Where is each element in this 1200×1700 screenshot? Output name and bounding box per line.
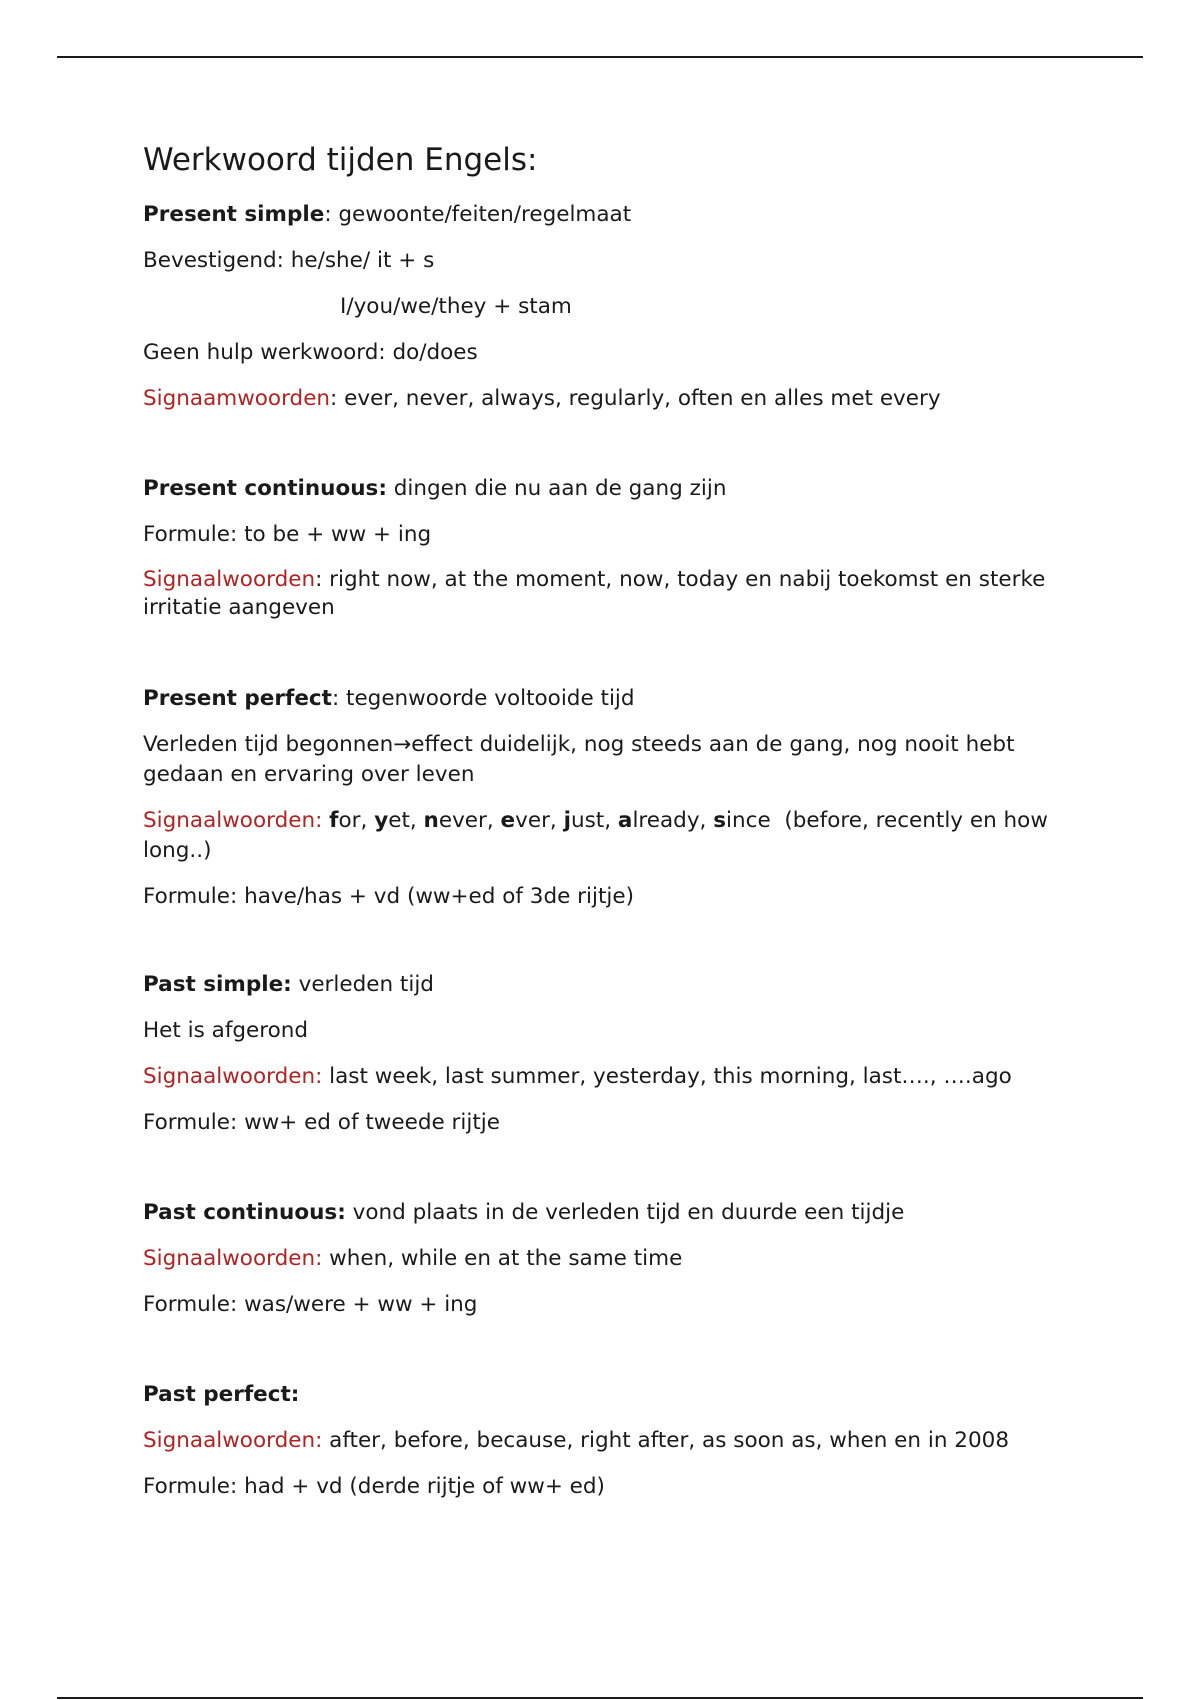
present-simple-heading: Present simple — [143, 202, 325, 227]
past-perfect-heading: Past perfect: — [143, 1382, 300, 1407]
top-rule — [57, 56, 1143, 58]
past-perfect-formula: Formule: had + vd (derde rijtje of ww+ ed) — [143, 1474, 605, 1499]
section-past-simple — [143, 970, 1063, 1138]
past-simple-heading-line — [143, 970, 1063, 1000]
present-continuous-signal-line — [143, 566, 1063, 622]
signal-word-ever: ever, — [500, 808, 564, 833]
past-continuous-formula: Formule: was/were + ww + ing — [143, 1292, 478, 1317]
past-simple-signal-line — [143, 1062, 1063, 1092]
signal-word-never: never, — [423, 808, 501, 833]
present-simple-affirmative: Bevestigend: he/she/ it + s — [143, 248, 435, 273]
document-body — [143, 140, 1063, 1502]
past-simple-note: Het is afgerond — [143, 1018, 309, 1043]
past-perfect-heading-line — [143, 1380, 1063, 1410]
signal-label: Signaalwoorden: — [143, 1064, 323, 1089]
signal-word-yet: yet, — [374, 808, 424, 833]
present-simple-affirmative-2: I/you/we/they + stam — [340, 294, 572, 319]
signal-word-already: already, — [617, 808, 714, 833]
present-continuous-formula: Formule: to be + ww + ing — [143, 522, 432, 547]
past-continuous-description: vond plaats in de verleden tijd en duurde een tijdje — [345, 1200, 905, 1225]
signal-extra: (before, recently en how long..) — [143, 808, 1055, 863]
signal-label: Signaalwoorden: — [143, 1246, 323, 1271]
signal-label: Signaalwoorden — [143, 567, 316, 592]
present-simple-signal-line — [143, 384, 1063, 414]
present-perfect-formula: Formule: have/has + vd (ww+ed of 3de rijtje) — [143, 884, 634, 909]
signal-label: Signaalwoorden: — [143, 1428, 323, 1453]
bottom-rule — [57, 1697, 1143, 1699]
section-present-simple — [143, 200, 1063, 414]
section-present-continuous — [143, 474, 1063, 622]
past-simple-heading: Past simple: — [143, 972, 292, 997]
present-simple-description: : gewoonte/feiten/regelmaat — [324, 202, 632, 227]
section-past-perfect — [143, 1380, 1063, 1502]
past-continuous-heading: Past continuous: — [143, 1200, 346, 1225]
present-continuous-heading-line — [143, 474, 1063, 504]
signal-text: last week, last summer, yesterday, this morning, last…., ….ago — [322, 1064, 1012, 1089]
signal-label: Signaalwoorden: — [143, 808, 323, 833]
present-perfect-description: : tegenwoorde voltooide tijd — [331, 686, 635, 711]
present-perfect-signal-line — [143, 806, 1063, 866]
past-continuous-heading-line — [143, 1198, 1063, 1228]
present-perfect-heading: Present perfect — [143, 686, 332, 711]
present-simple-heading-line — [143, 200, 1063, 230]
signal-text: : right now, at the moment, now, today en nabij toekomst en sterke irritatie aangeven — [143, 567, 1046, 620]
page-title: Werkwoord tijden Engels: — [143, 142, 538, 178]
present-continuous-heading: Present continuous: — [143, 476, 387, 501]
past-simple-formula: Formule: ww+ ed of tweede rijtje — [143, 1110, 500, 1135]
signal-word-since: since — [713, 808, 771, 833]
signal-label: Signaamwoorden — [143, 386, 331, 411]
signal-word-for: for, — [329, 808, 375, 833]
present-simple-helper: Geen hulp werkwoord: do/does — [143, 340, 478, 365]
signal-text: after, before, because, right after, as soon as, when en in 2008 — [322, 1428, 1009, 1453]
present-perfect-heading-line — [143, 684, 1063, 714]
past-simple-description: verleden tijd — [291, 972, 434, 997]
section-past-continuous — [143, 1198, 1063, 1320]
signal-text: when, while en at the same time — [322, 1246, 683, 1271]
signal-text: : ever, never, always, regularly, often en alles met every — [330, 386, 941, 411]
present-perfect-usage: Verleden tijd begonnen→effect duidelijk, nog steeds aan de gang, nog nooit hebt gedaan en ervaring over leven — [143, 732, 1015, 787]
section-present-perfect — [143, 684, 1063, 912]
past-continuous-signal-line — [143, 1244, 1063, 1274]
present-continuous-description: dingen die nu aan de gang zijn — [386, 476, 727, 501]
signal-word-just: just, — [563, 808, 618, 833]
past-perfect-signal-line — [143, 1426, 1063, 1456]
